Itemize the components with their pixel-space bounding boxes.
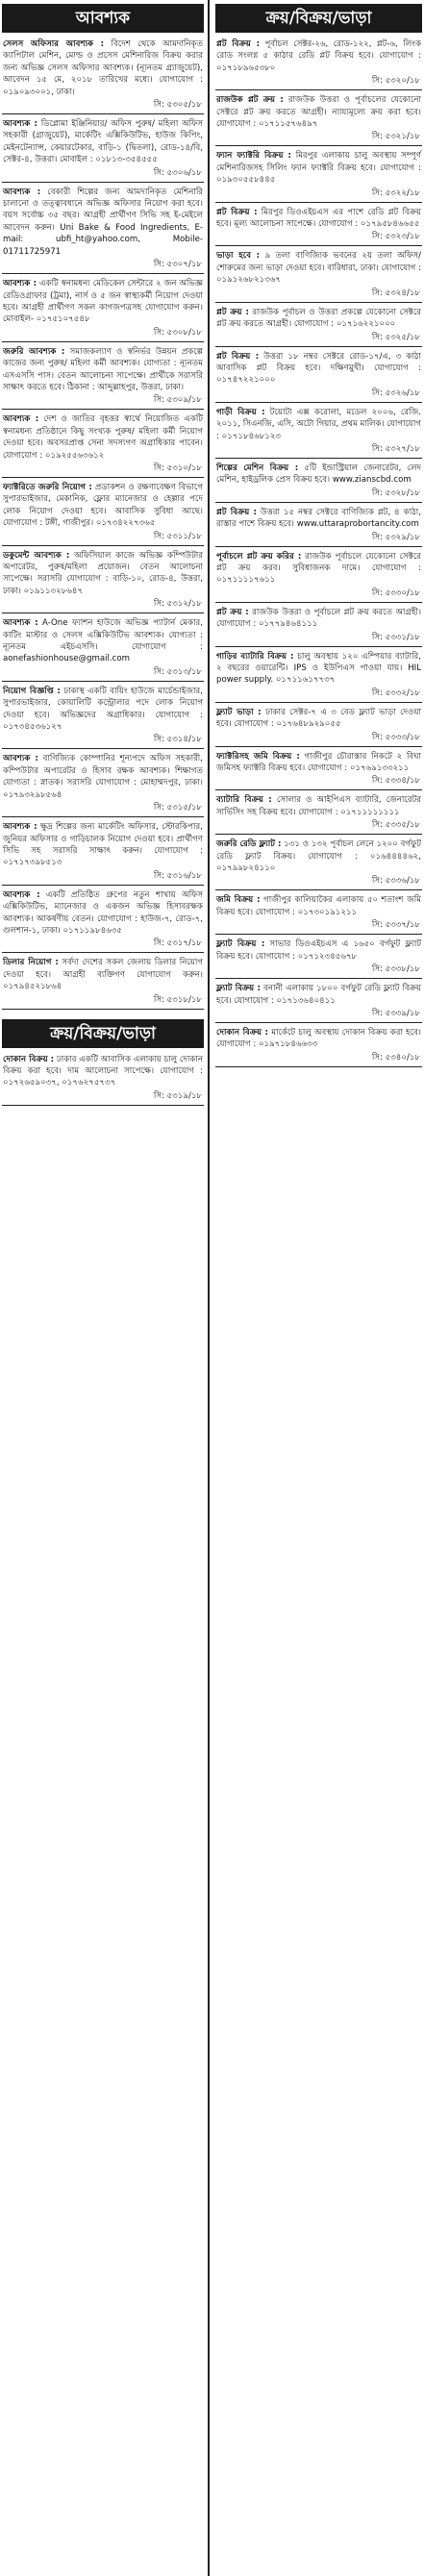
section-header-buy-sell-rent: ক্রয়/বিক্রয়/ভাড়া: [215, 4, 422, 33]
ad-divider: [2, 113, 204, 114]
ad-title: ব্যাটারি বিক্রয় :: [216, 795, 272, 806]
classified-ad: [213, 207, 424, 247]
ad-text: [213, 983, 424, 1007]
ad-title: প্লট বিক্রয় :: [216, 507, 257, 517]
ad-reference-code: সি: ৫৩২১/১৮: [371, 132, 420, 142]
ad-reference-code: সি: ৫৩৩৫/১৮: [371, 820, 420, 831]
ad-body: প্রডাকশন ও রক্ষণাবেক্ষণ বিভাগে সুপারভাইজার, মেকানিক, ফ্লোর ম্যানেজার ও হেল্পার পদে লোক নিয়োগ দেওয়া হবে। আবাসিক সুবিধা আছে। যোগাযোগ : টঙ্গী, গাজীপুর। ০১৭৩৪২২৭৩৬৫: [3, 482, 203, 529]
ad-title: ফ্ল্যাট ভাড়া :: [216, 707, 262, 717]
classified-ad: [213, 938, 424, 979]
ad-text: [0, 346, 206, 394]
classified-ad: [213, 38, 424, 90]
ad-divider: [215, 502, 422, 503]
ad-text: [0, 1054, 206, 1089]
ad-reference-code: সি: ৫৩৩৯/১৮: [371, 1008, 420, 1018]
ad-body: বিদেশ থেকে আমদানিকৃত ক্যাপিটাল মেশিন, মোল্ড ও প্রসেস মেশিনারিজ বিক্রয় করার জন্য অভিজ্ঞ সেলস অফিসার আবশ্যক। (ন্যূনতম গ্র্যাজুয়েট), আবেদন ১৫ মে, ২০১৮ তারিখের মধ্যে। যোগাযোগ : ০১৯০৯৩০০১, ঢাকা।: [3, 39, 203, 97]
ad-divider: [215, 978, 422, 979]
ad-reference-code: সি: ৫৩০৭/১৮: [153, 260, 202, 270]
ad-reference-code: সি: ৫৩৩৭/১৮: [371, 920, 420, 931]
ad-reference-code: সি: ৫৩৩৪/১৮: [371, 776, 420, 787]
ad-divider: [2, 1009, 204, 1010]
right-column: [213, 0, 424, 2576]
ad-body: ৫টি ইন্ডাস্ট্রিয়াল জেনারেটর, লেদ মেশিন, হাইড্রলিক প্রেস বিক্রয় হবে। www.zianscbd.com: [216, 463, 421, 486]
ad-reference-code: সি: ৫৩১১/১৮: [153, 531, 202, 541]
ad-divider: [215, 302, 422, 303]
ad-title: আবশ্যক :: [3, 754, 38, 764]
ad-reference-code: সি: ৫৩২২/১৮: [371, 188, 420, 198]
ad-reference-code: সি: ৫৩২৮/১৮: [371, 488, 420, 498]
ad-body: উত্তরা ১৮ নম্বর সেক্টরে রোড-১৭/এ, ৩ কাঠা আবাসিক প্লট বিক্রয় হবে। দক্ষিণমুখী। যোগাযোগ : ০১৭৪৭২২১০০০: [216, 351, 421, 386]
ad-divider: [215, 546, 422, 547]
classified-ad: [213, 250, 424, 302]
ad-reference-code: সি: ৫৩৩১/১৮: [371, 632, 420, 642]
ad-divider: [215, 1066, 422, 1067]
ad-reference-code: সি: ৫৩৩৮/১৮: [371, 964, 420, 975]
ad-text: [0, 821, 206, 869]
classified-ad: [213, 507, 424, 547]
ad-divider: [2, 341, 204, 342]
ad-divider: [215, 789, 422, 790]
ad-divider: [215, 602, 422, 603]
classified-ad: [0, 38, 206, 114]
ad-body: সোলার ও আইপিএস ব্যাটারি, জেনারেটর সার্ভিসিং সহ বিক্রয় হবে। যোগাযোগ : ০১৭১১১১১১১১: [216, 795, 421, 817]
ad-body: ক্ষুদ্র শিল্পের জন্য মার্কেটিং অফিসার, স্টোরকিপার, জুনিয়র অফিসার ও গাড়িচালক নিয়োগ দেওয়া হবে। প্রার্থীগণ সিভি সহ সরাসরি সাক্ষাৎ করুন। যোগাযোগ : ০১৭১৭৩৯৮৫১৩: [3, 822, 204, 868]
ad-title: জরুরি আবশ্যক :: [3, 346, 65, 357]
ad-body: রাজউক পূর্বাচলে যেকোনো সেক্টরে প্লট ক্রয় করব। সুবিধাজনক দামে। যোগাযোগ : ০১৭১১১১৭৬১১: [216, 551, 421, 586]
left-ads-list: [0, 38, 206, 1010]
classified-ad: [213, 150, 424, 202]
ad-text: [213, 838, 424, 874]
classified-ad: [0, 482, 206, 546]
ad-body: উত্তরা ১৫ নম্বর সেক্টরে বাণিজ্যিক প্লট, ৪ কাঠা, রাস্তার পাশে বিক্রয় হবে। www.uttaraprobortancity.com: [216, 507, 422, 530]
ad-body: ১৩১ ও ১৩২ পূর্বাচল লেনে ১২০০ বর্গফুট রেডি ফ্ল্যাট বিক্রয়। যোগাযোগ : ০১৬৪৪৪৪৬২, ০১৭৯৯৮২৪১১০: [216, 839, 422, 874]
ad-divider: [2, 681, 204, 682]
ad-text: [213, 250, 424, 286]
ad-title: প্লট বিক্রয় :: [216, 351, 260, 362]
ad-body: মার্কেটে চালু অবস্থায় দোকান বিক্রয় করা হবে। যোগাযোগ : ০১৯৭১৮৪৬৬৩৩: [216, 1027, 422, 1050]
ad-title: ফ্ল্যাট বিক্রয় :: [216, 984, 261, 994]
ad-divider: [2, 545, 204, 546]
ad-reference-code: সি: ৫৩১৬/১৮: [153, 870, 202, 881]
ad-title: আবশ্যক :: [3, 279, 37, 289]
ad-title: ফ্ল্যাট বিক্রয় :: [216, 939, 265, 950]
ad-text: [213, 938, 424, 963]
classified-ad: [0, 617, 206, 682]
classified-ad: [213, 551, 424, 603]
classified-ad: [0, 957, 206, 1009]
ad-reference-code: সি: ৫৩১৩/১৮: [153, 666, 202, 677]
ad-reference-code: সি: ৫৩১৯/১৮: [153, 1090, 202, 1101]
ad-body: অফিসিয়াল কাজে অভিজ্ঞ কম্পিউটার অপারেটর, পুরুষ/মহিলা প্রয়োজন। বেতন আলোচনা সাপেক্ষে। সরাসরি যোগাযোগ : বাড়ি-১০, রোড-৪, উত্তরা, ঢাকা। ০১৯১১৩২৮৬৪৭: [3, 550, 204, 596]
ad-title: সেলস অফিসার আবশ্যক :: [3, 39, 105, 49]
ad-divider: [215, 746, 422, 747]
ad-title: আবশ্যক :: [3, 822, 37, 833]
ad-reference-code: সি: ৫৩২৪/১৮: [371, 288, 420, 298]
ad-body: মিরপুর এলাকায় চালু অবস্থায় সম্পূর্ণ মেশিনারিজসহ সিলিং ফ্যান ফ্যাক্টরি বিক্রয় হবে। যোগাযোগ : ০১৯৩০৫৫৮৪৪৫: [216, 151, 422, 186]
classified-ad: [213, 838, 424, 890]
ad-text: [213, 207, 424, 231]
ad-body: একটি প্রতিষ্ঠিত গ্রুপের নতুন শাখায় অফিস এক্সিকিউটিভ, ম্যানেজার ও একজন অভিজ্ঞ হিসাবরক্ষক আবশ্যক। আকর্ষণীয় বেতন। যোগাযোগ : হাউজ-৭, রোড-৭, গুলশান-১, ঢাকা। ০১৭১১৯৮৪৬৩৫: [3, 889, 203, 936]
ad-text: [0, 482, 206, 530]
ad-text: [0, 38, 206, 98]
classified-ad: [0, 1054, 206, 1106]
ad-text: [213, 707, 424, 731]
left-column: [0, 0, 206, 2576]
ad-title: আবশ্যক :: [3, 618, 38, 629]
ad-text: [213, 651, 424, 687]
ad-text: [0, 957, 206, 992]
ad-divider: [2, 273, 204, 274]
ad-title: ফ্যান ফ্যাক্টরি বিক্রয় :: [216, 151, 291, 162]
classified-ad: [0, 413, 206, 478]
ad-body: A-One ফ্যাশন হাউজে অভিজ্ঞ প্যাটার্ন মেকার, কাটিং মাস্টার ও সেলস এক্সিকিউটিভ আবশ্যক। যোগ্যতা : ন্যূনতম এইচএসসি। যোগাযোগ : aonefashionhouse@gmail.com: [3, 618, 203, 664]
classified-ad: [0, 686, 206, 750]
ad-title: ফ্যাক্টরিসহ জমি বিক্রয় :: [216, 751, 300, 762]
classified-ad: [213, 351, 424, 403]
ad-title: আবশ্যক :: [3, 119, 37, 130]
ad-reference-code: সি: ৫৩৩০/১৮: [371, 588, 420, 598]
ad-text: [213, 551, 424, 587]
ad-divider: [2, 1105, 204, 1106]
ad-reference-code: সি: ৫৩০৯/১৮: [153, 395, 202, 406]
ad-divider: [215, 402, 422, 403]
ad-body: রাজউক পূর্বাচল ও উত্তরা প্রকল্পে যেকোনো সেক্টরে প্লট ক্রয় করতে আগ্রহী। যোগাযোগ : ০১৭১৬২২১০০০: [216, 307, 422, 330]
classified-ad: [213, 794, 424, 835]
ad-body: ঢাকার সেক্টর-৭ এ ৩ বেড ফ্ল্যাট ভাড়া দেওয়া হবে। যোগাযোগ : ০১৭৬৪৮৯২৯০৫৫: [216, 707, 421, 730]
ad-reference-code: সি: ৫৩২৫/১৮: [371, 332, 420, 342]
ad-divider: [215, 458, 422, 459]
classified-ad: [0, 753, 206, 817]
ad-body: গাজীপুর কালিয়াকৈর এলাকায় ৫০ শতাংশ জমি বিক্রয় হবে। যোগাযোগ : ০১৭৩০১৯১২১১: [216, 895, 421, 917]
ad-title: গাড়ী বিক্রয় :: [216, 407, 265, 417]
ad-text: [0, 889, 206, 938]
ad-reference-code: সি: ৫৩৩২/১৮: [371, 688, 420, 698]
column-divider: [208, 0, 210, 2576]
ad-reference-code: সি: ৫৩৪০/১৮: [371, 1052, 420, 1063]
ad-body: একটি স্বনামধন্য মেডিকেল সেন্টারে ২ জন অভিজ্ঞ রেডিওগ্রাফার (ট্রমা), নার্স ও ৫ জন স্বাস্থ্যকর্মী নিয়োগ দেওয়া হবে। আগ্রহী প্রার্থীগণ সকল কাগজপত্রসহ যোগাযোগ করুন। মোবাইল- ০১৭৫১০৭৫৪৮: [3, 279, 203, 325]
ad-body: বেকারী শিল্পের জন্য আমদানিকৃত মেশিনারি চালানো ও তত্ত্বাবধানে অভিজ্ঞ অফিসার নিয়োগ করা হবে। বয়স সর্বোচ্চ ৩৫ বছর। আগ্রহী প্রার্থীগণ সিভি সহ ই-মেইলে আবেদন করুন। Uni Bake & Food Ingredients, E-mail: ubfi_ht@yahoo.com, Mobile- 01711725971: [3, 187, 204, 257]
ad-divider: [215, 1022, 422, 1023]
ad-reference-code: সি: ৫৩১৭/১৮: [153, 938, 202, 949]
classified-ad: [213, 407, 424, 459]
section-header-buy-sell-rent-left: ক্রয়/বিক্রয়/ভাড়া: [2, 1019, 204, 1048]
ad-reference-code: সি: ৫৩১০/১৮: [153, 463, 202, 473]
ad-title: ভাড়া হবে :: [216, 251, 261, 262]
ad-divider: [215, 89, 422, 90]
classified-ad: [0, 278, 206, 342]
classified-ad: [213, 463, 424, 503]
classified-ad: [213, 894, 424, 935]
ad-divider: [2, 816, 204, 817]
ad-reference-code: সি: ৫৩২০/১৮: [371, 76, 420, 87]
ad-text: [0, 413, 206, 462]
ad-text: [213, 463, 424, 487]
ad-reference-code: সি: ৫৩০৮/১৮: [153, 327, 202, 338]
ad-title: জরুরি রেডি ফ্ল্যাট :: [216, 839, 282, 850]
ad-text: [0, 617, 206, 665]
classified-ad: [213, 607, 424, 647]
ad-body: রাজউক উত্তরা ও পূর্বাচলের যেকোনো সেক্টরে প্লট ক্রয় করতে আগ্রহী। ন্যায্যমূল্যে ক্রয় করা হবে। যোগাযোগ : ০১৭১১৫৭৬৪৯৭: [216, 95, 421, 130]
ad-title: আবশ্যক :: [3, 889, 40, 900]
ad-divider: [2, 748, 204, 749]
ad-title: পূর্বাচলে প্লট ক্রয় করির :: [216, 551, 302, 562]
ad-body: চালু অবস্থায় ১২০ এম্পিয়ার ব্যাটারি, ২ বছরের ওয়ারেন্টি। IPS ও ইউপিএস পাওয়া যায়। HIL power supply. ০১৭১১৬১৭৭৩৭: [216, 651, 421, 686]
classified-ad: [213, 651, 424, 703]
ad-divider: [215, 646, 422, 647]
ad-body: বনানী এলাকায় ১৮০০ বর্গফুট রেডি ফ্ল্যাট বিক্রয় হবে। যোগাযোগ : ০১৭১৩৬৪০৪১১: [216, 984, 421, 1006]
ad-body: গাজীপুর চৌরাস্তার নিকটে ২ বিঘা জমিসহ ফ্যাক্টরি বিক্রয় হবে। যোগাযোগ : ০১৭৬৯১৩৩২১১: [216, 751, 422, 774]
classified-ad: [213, 1027, 424, 1067]
ad-text: [0, 118, 206, 166]
ad-text: [213, 307, 424, 331]
ad-title: ডকুমেন্ট আবশ্যক :: [3, 550, 70, 561]
ad-reference-code: সি: ৫৩১২/১৮: [153, 599, 202, 610]
ad-title: রাজউক প্লট ক্রয় :: [216, 95, 284, 106]
ad-reference-code: সি: ৫৩২৭/১৮: [371, 443, 420, 454]
ad-text: [213, 38, 424, 74]
ad-text: [213, 894, 424, 918]
ad-title: দোকান বিক্রয় :: [216, 1027, 268, 1038]
ad-title: নিয়োগ বিজ্ঞপ্তি :: [3, 686, 61, 696]
ad-reference-code: সি: ৫৩২৬/১৮: [371, 388, 420, 398]
ad-title: আবশ্যক :: [3, 187, 41, 197]
ad-divider: [215, 702, 422, 703]
ad-body: মিরপুর ডিওএইচএস এর পাশে রেডি প্লট বিক্রয় হবে। মূল্য আলোচনা সাপেক্ষে। যোগাযোগ : ০১৭৯৫৮৪৬৬৫৫: [216, 207, 421, 230]
classified-ad: [213, 94, 424, 146]
ad-body: ৯ তলা বাণিজ্যিক ভবনের ২য় তলা অফিস/শোরুমের জন্য ভাড়া দেওয়া হবে। বারিধারা, ঢাকা। যোগাযোগ : ০১৯১২৬৮২১৩৬৭: [216, 251, 421, 286]
ad-text: [213, 351, 424, 387]
ad-text: [0, 753, 206, 801]
ad-reference-code: সি: ৫৩০৬/১৮: [153, 167, 202, 178]
ad-title: ফ্যাক্টরিতে জরুরি নিয়োগ :: [3, 482, 92, 492]
ad-body: টয়োটা এক্স করোলা, মডেল ২০০৬, রেজি. ২০১১, সিএনজি, এসি, অটো গিয়ার, প্রথম মালিক। যোগাযোগ : ০১৭১৮৪৬৮১২৩: [216, 407, 421, 441]
ad-text: [213, 407, 424, 442]
ad-title: দোকান বিক্রয় :: [3, 1054, 55, 1064]
ad-title: প্লট ক্রয় :: [216, 607, 249, 617]
ad-title: শিল্পের মেশিন বিক্রয় :: [216, 463, 299, 473]
ad-body: ডিপ্লোমা ইঞ্জিনিয়ার/ অফিস পুরুষ/ মহিলা অফিস সহকারী (গ্রাজুয়েট), মার্কেটিং এক্সিকিউটিভ, হাউজ কিপিং, মেইনটেন্যান্স, কেয়ারটেকার, বাড়ি-১ (দ্বিতলা), রোড-১৪/বি, সেক্টর-৪, উত্তরা। মোবাইল : ০১৮১৩-৩৫৪৫৫৫: [3, 119, 203, 165]
ad-body: পূর্বাচল সেক্টর-২৬, রোড-১২২, প্লট-৬, লিংক রোড সংলগ্ন ৫ কাঠার রেডি প্লট বিক্রয় হবে। যোগাযোগ : ০১৭১৮৯৬৫৩৮০: [216, 39, 421, 73]
ad-body: বাণিজ্যিক কোম্পানির শূন্যপদে অফিস সহকারী, কম্পিউটার অপারেটর ও হিসাব রক্ষক আবশ্যক। শিক্ষাগত যোগ্যতা : স্নাতক। সরাসরি যোগাযোগ : মোহাম্মদপুর, ঢাকা। ০১৭৯৩২৯৮৫৬৪: [3, 754, 203, 800]
ad-text: [0, 686, 206, 734]
classified-ad: [0, 550, 206, 614]
ad-reference-code: সি: ৫৩২৩/১৮: [371, 232, 420, 242]
classified-ad: [0, 821, 206, 886]
ad-divider: [2, 952, 204, 953]
ad-body: ঢাকার একটি আবাসিক এলাকায় চালু দোকান বিক্রয় করা হবে। দাম আলোচনা সাপেক্ষে। যোগাযোগ : ০১৭২৬৫৯০৩৭, ০১৭৬২৭৫৭৩৭: [3, 1054, 204, 1088]
ad-divider: [2, 885, 204, 886]
ad-title: আবশ্যক :: [3, 414, 39, 425]
ad-divider: [215, 145, 422, 146]
ad-text: [213, 150, 424, 186]
ad-body: সাভার ডিওএইচএস এ ১৬৫০ বর্গফুট ফ্ল্যাট বিক্রয় হবে। যোগাযোগ : ০১৭১২৩৪৫৬৭৮: [216, 939, 421, 962]
ad-reference-code: সি: ৫৩০৫/১৮: [153, 100, 202, 111]
ad-body: রাজউক উত্তরা ও পূর্বাচলে প্লট ক্রয় করতে আগ্রহী। যোগাযোগ : ০১৭৭৯৪৬৪১১১: [216, 607, 422, 630]
ad-reference-code: সি: ৫৩১৮/১৮: [153, 994, 202, 1005]
ad-title: গাড়ির ব্যাটারি বিক্রয় :: [216, 651, 294, 662]
ad-reference-code: সি: ৫৩১৪/১৮: [153, 735, 202, 745]
ad-reference-code: সি: ৫৩২৯/১৮: [371, 532, 420, 542]
ad-title: প্লট বিক্রয় :: [216, 207, 258, 217]
right-ads-list: [213, 38, 424, 1067]
classified-ad: [0, 187, 206, 274]
ad-text: [213, 794, 424, 818]
ad-body: দেশ ও জাতির বৃহত্তর স্বার্থে নিয়োজিত একটি স্বনামধন্য প্রতিষ্ঠানে কিছু সংখ্যক পুরুষ/ মহিলা কর্মী নিয়োগ দেওয়া হবে। অবসরপ্রাপ্ত সেনা সদস্যগণ অগ্রাধিকার পাবেন। যোগাযোগ : ০১৯২৫৫৬৩৬১২: [3, 414, 203, 461]
ad-reference-code: সি: ৫৩৩৬/১৮: [371, 876, 420, 887]
ad-text: [213, 1027, 424, 1051]
ad-text: [0, 550, 206, 598]
ad-divider: [215, 346, 422, 347]
ad-text: [213, 751, 424, 775]
ad-text: [0, 278, 206, 326]
ad-text: [0, 187, 206, 258]
ad-divider: [2, 182, 204, 183]
left-bottom-ads-list: [0, 1054, 206, 1106]
ad-divider: [2, 477, 204, 478]
classified-ad: [213, 751, 424, 791]
section-header-wanted: আবশ্যক: [2, 4, 204, 33]
classified-ad: [0, 889, 206, 954]
ad-text: [213, 507, 424, 531]
ad-divider: [215, 834, 422, 835]
classified-ad: [213, 707, 424, 747]
ad-divider: [215, 934, 422, 935]
classified-ad: [0, 118, 206, 183]
classified-ad: [213, 307, 424, 347]
ad-text: [213, 607, 424, 631]
ad-divider: [215, 889, 422, 890]
ad-title: জমি বিক্রয় :: [216, 895, 261, 906]
ad-title: ডিলার নিয়োগ :: [3, 958, 59, 968]
ad-text: [213, 94, 424, 130]
ad-divider: [2, 409, 204, 410]
ad-body: সমাজকল্যাণ ও স্বনির্ভর উন্নয়ন প্রকল্পে কাজের জন্য পুরুষ/ মহিলা কর্মী আবশ্যক। যোগ্যতা : ন্যূনতম এসএসসি পাস। বেতন আলোচনা সাপেক্ষে। প্রার্থীকে সরাসরি সাক্ষাৎ করতে হবে। ঠিকানা : আব্দুল্লাহপুর, উত্তরা, ঢাকা।: [3, 346, 203, 392]
ad-body: সর্বদা দেশের সকল জেলায় ডিলার নিয়োগ দেওয়া হবে। আগ্রহী ব্যক্তিগণ যোগাযোগ করুন। ০১৭৯৪৫২১৮৬৪: [3, 958, 203, 992]
ad-reference-code: সি: ৫৩৩৩/১৮: [371, 732, 420, 742]
ad-reference-code: সি: ৫৩১৫/১৮: [153, 803, 202, 813]
ad-title: প্লট বিক্রয় :: [216, 39, 261, 49]
classified-ad: [0, 346, 206, 411]
ad-divider: [215, 245, 422, 246]
ad-title: প্লট ক্রয় :: [216, 307, 249, 317]
classified-ad: [213, 983, 424, 1023]
ad-divider: [215, 202, 422, 203]
ad-body: ঢাকাস্থ একটি বায়িং হাউজে মার্চেন্ডাইজার, সুপারভাইজার, কোয়ালিটি কন্ট্রোলার পদে লোক নিয়োগ দেওয়া হবে। অভিজ্ঞদের অগ্রাধিকার। যোগাযোগ : ০১৭৩৪৫৩৬১২৭: [3, 686, 204, 733]
